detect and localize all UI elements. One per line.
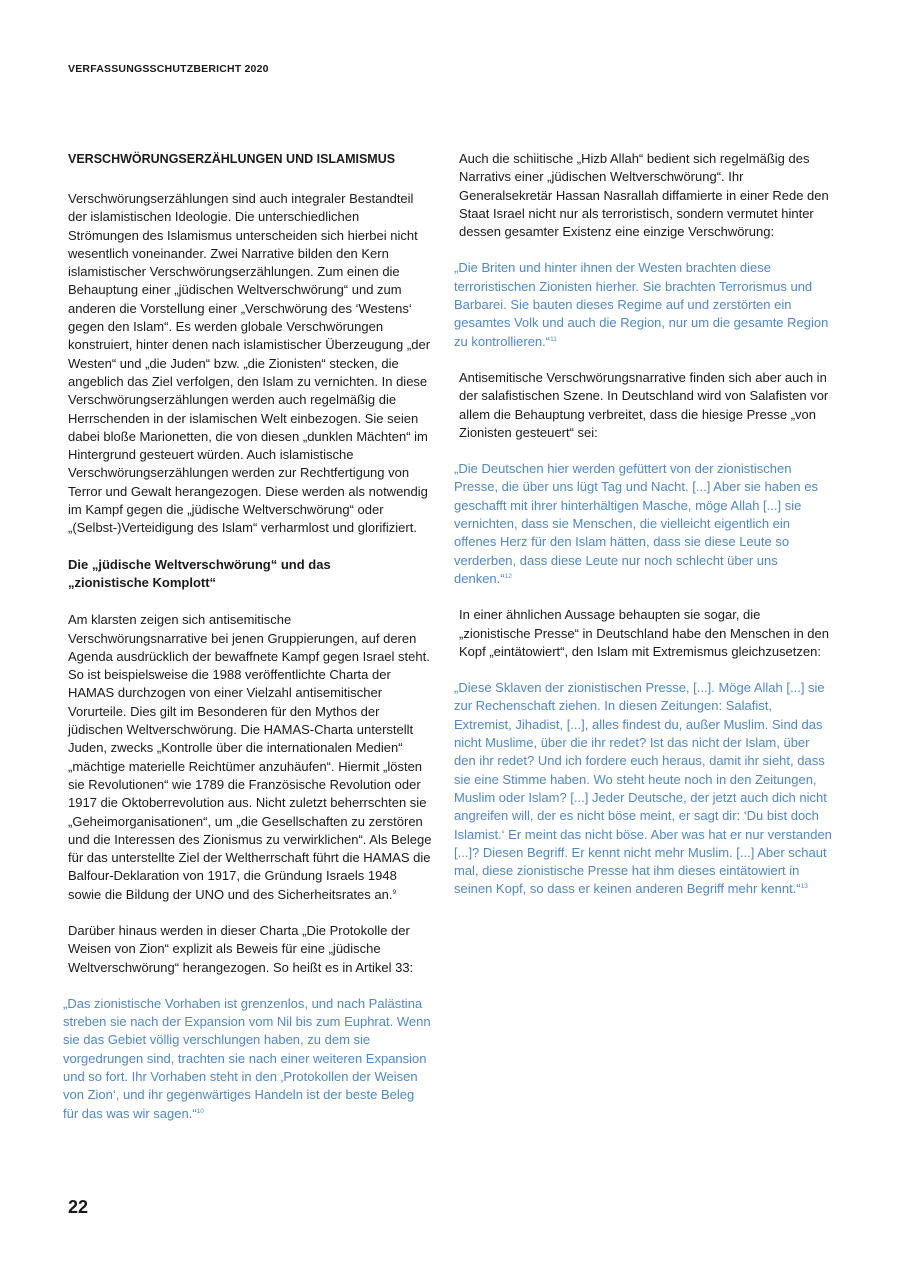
blockquote: „Die Deutschen hier werden gefüttert von der zionistischen Presse, die über uns lügt Tag und Nacht. [...] Aber sie haben es geschafft mit ihrer hinterhältigen Masche, möge Allah [...] sie vernichten, dass sie Menschen, die vielleicht eigentlich ein offenes Herz für den Islam hätten, dass sie diese Leute so verderben, dass diese Leute nur noch schlecht über uns denken.“$^{12}$ [454, 461, 818, 586]
report-header: VERFASSUNGSSCHUTZBERICHT 2020 [68, 63, 269, 75]
footnote-ref: 12 [504, 572, 512, 580]
blockquote: „Die Briten und hinter ihnen der Westen brachten diese terroristischen Zionisten hierher. Sie brachten Terrorismus und Barbarei. Sie bauten dieses Regime auf und zerstörten ein gesamtes Volk und auch die Region, nur um die gesamte Region zu kontrollieren.“$^{11}$ [454, 260, 829, 349]
footnote-ref: 10 [196, 1107, 204, 1115]
footnote-ref: 9 [392, 888, 397, 896]
paragraph: Am klarsten zeigen sich antisemitische Verschwörungsnarrative bei jenen Gruppierungen, auf deren Agenda ausdrücklich der bewaffnete Kampf gegen Israel steht. So ist beispielsweise die 1988 veröffentlichte Charta der HAMAS durchzogen von einer Vielzahl antisemitischer Vorurteile. Dies gilt im Besonderen für den Mythos der jüdischen Weltverschwörung. Die HAMAS-Charta unterstellt Juden, zwecks „Kontrolle über die internationalen Medien“ „mächtige materielle Reichtümer anzuhäufen“. Hiermit „lösten sie Revolutionen“ wie 1789 die Französische Revolution oder 1917 die Oktoberrevolution aus. Nicht zuletzt beherrschten sie „Geheimorganisationen“, um „die Gesellschaften zu zerstören und die Interessen des Zionismus zu verwirklichen“. Als Belege für das unterstellte Ziel der Weltherrschaft führt die HAMAS die Balfour-Deklaration von 1917, die Gründung Israels 1948 sowie die Bildung der UNO und des Sicherheitsrates an.$^9$ [68, 612, 432, 902]
page-number: 22 [68, 1197, 89, 1217]
footnote-ref: 11 [550, 335, 557, 343]
subheading: Die „jüdische Weltverschwörung“ und das „zionistische Komplott“ [68, 556, 331, 590]
blockquote: „Diese Sklaven der zionistischen Presse, [...]. Möge Allah [...] sie zur Rechenschaft ziehen. In diesen Zeitungen: Salafist, Extremist, Jihadist, [...], alles findest du, außer Muslim. Sind das nicht Muslime, über die ihr redet? Ist das nicht der Islam, über den ihr redet? Und ich fordere euch heraus, damit ihr sieht, dass sie eine Stimme haben. Wo steht heute noch in den Zeitungen, Muslim oder Islam? [...] Jeder Deutsche, der jetzt auch dich nicht angreifen will, der es nicht böse meint, er sagt dir: ‘Du bist doch Islamist.‘ Er meint das nicht böse. Aber was hat er nur verstanden [...]? Diesen Begriff. Er kennt nicht mehr Muslim. [...] Aber schaut mal, diese zionistische Presse hat ihm dieses eintätowiert in seinen Kopf, so dass er keinen anderen Begriff mehr kennt.“$^{13}$ [454, 680, 832, 897]
section-heading: VERSCHWÖRUNGSERZÄHLUNGEN UND ISLAMISMUS [68, 152, 396, 166]
paragraph: Auch die schiitische „Hizb Allah“ bedient sich regelmäßig des Narrativs einer „jüdischen Weltverschwörung“. Ihr Generalsekretär Hassan Nasrallah diffamierte in einer Rede den Staat Israel nicht nur als terroristisch, sondern vermutet hinter dessen gesamter Existenz eine einzige Verschwörung: [459, 151, 829, 240]
footnote-ref: 13 [800, 883, 808, 891]
right-column [454, 150, 833, 917]
blockquote: „Das zionistische Vorhaben ist grenzenlos, und nach Palästina streben sie nach der Expansion vom Nil bis zum Euphrat. Wenn sie das Gebiet völlig verschlungen haben, zu dem sie vorgedrungen sind, trachten sie nach einer weiteren Expansion und so fort. Ihr Vorhaben steht in den ‚Protokollen der Weisen von Zion‘, und ihr gegenwärtiges Handeln ist der beste Beleg für das was wir sagen.“$^{10}$ [63, 995, 431, 1121]
paragraph: In einer ähnlichen Aussage behaupten sie sogar, die „zionistische Presse“ in Deutschland habe den Menschen in den Kopf „eintätowiert“, den Islam mit Extremismus gleichzusetzen: [459, 607, 829, 659]
paragraph: Antisemitische Verschwörungsnarrative finden sich aber auch in der salafistischen Szene. In Deutschland wird von Salafisten vor allem die Behauptung verbreitet, dass die hiesige Presse „von Zionisten gesteuert“ sei: [459, 369, 829, 440]
paragraph: Darüber hinaus werden in dieser Charta „Die Protokolle der Weisen von Zion“ explizit als Beweis für eine „jüdische Weltverschwörung“ herangezogen. So heißt es in Artikel 33: [68, 922, 414, 975]
left-column [63, 150, 432, 1141]
paragraph: Verschwörungserzählungen sind auch integraler Bestandteil der islamistischen Ideologie. Die unterschiedlichen Strömungen des Islamismus unterscheiden sich hierbei nicht wesentlich voneinander. Zwei Narrative bilden den Kern islamistischer Verschwörungserzählungen. Zum einen die Behauptung einer „jüdischen Weltverschwörung“ und zum anderen die Vorstellung einer „Verschwörung des ‘Westens‘ gegen den Islam“. Es werden globale Verschwörungen konstruiert, hinter denen nach islamistischer Überzeugung „der Westen“ und „die Juden“ bzw. „die Zionisten“ stecken, die angeblich das Ziel verfolgen, den Islam zu vernichten. In diese Verschwörungserzählungen werden auch regelmäßig die Herrschenden in der islamischen Welt einbezogen. Sie seien dabei bloße Marionetten, die von diesen „dunklen Mächten“ im Hintergrund gesteuert würden. Auch islamistische Verschwörungserzählungen werden zur Rechtfertigung von Terror und Gewalt herangezogen. Diese werden als notwendig im Kampf gegen die „jüdische Weltverschwörung“ oder „(Selbst-)Verteidigung des Islam“ verharmlost und glorifiziert. [68, 191, 431, 536]
